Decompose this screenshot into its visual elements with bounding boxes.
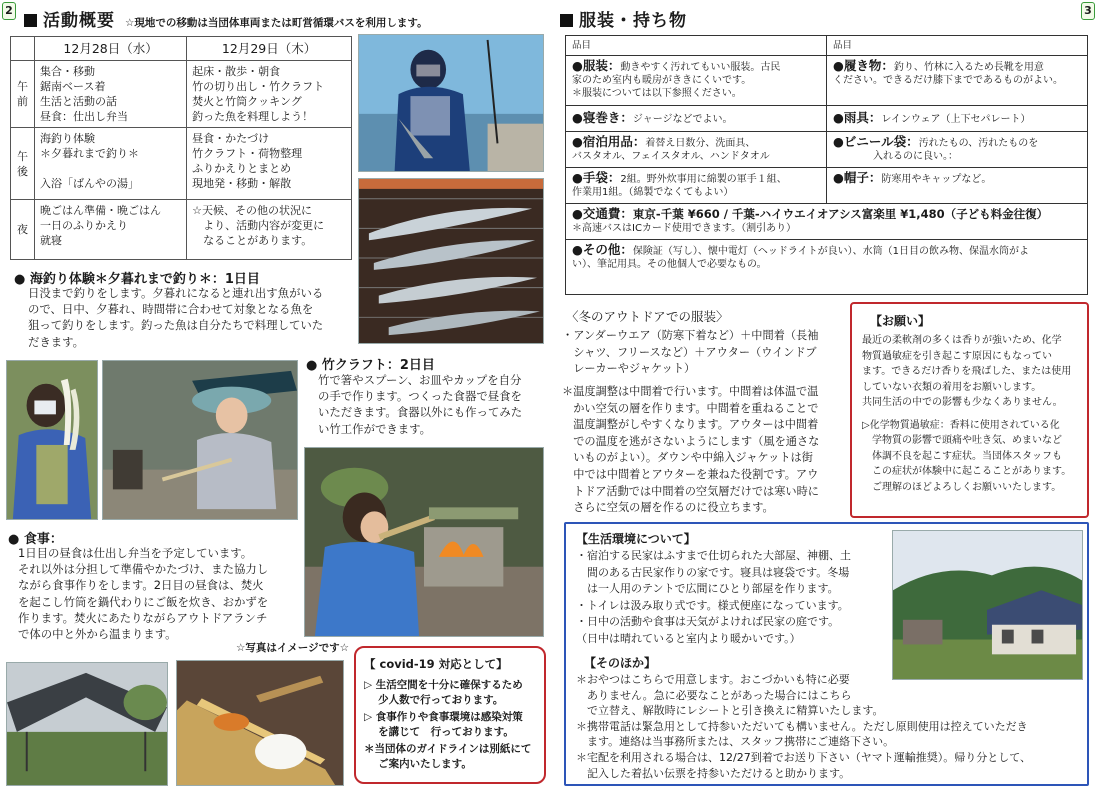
winter-explanation: ＊温度調整は中間着で行います。中間着は体温で温 かい空気の層を作ります。中間着を重ねることで 温度調整がしやすくなります。アウターは中間着 での温度を逃がさないようにします（風を通さな いものがよい）。ダウンや中綿入ジャケットは街 中では中間着とアウターを兼ねた役割です。アウ トドア活動では中間着の空気層だけでは寒い時に さらに空気の層を作るのに役立ちます。 bbox=[562, 385, 820, 515]
items-table bbox=[565, 35, 1088, 295]
covid-title: 【 covid-19 対応として】 bbox=[364, 657, 508, 671]
item-gloves: 2組。野外炊事用に綿製の軍手１組、 作業用1組。（綿製でなくてもよい） bbox=[572, 174, 787, 198]
bamboo-body: 竹で箸やスプーン、お皿やカップを自分 の手で作ります。つくった食器で昼食を いただきます。食器以外にも作ってみた い竹工作ができます。 bbox=[318, 373, 523, 436]
covid-item-1: ▷ 生活空間を十分に確保するため 少人数で行っております。 bbox=[364, 679, 523, 706]
item-transport-key: ●交通費： bbox=[572, 206, 633, 221]
item-pajamas: ジャージなどでよい。 bbox=[632, 114, 733, 125]
other-title: 【そのほか】 bbox=[584, 656, 657, 670]
schedule-night-day2: ☆天候、その他の状況に より、活動内容が変更に なることがあります。 bbox=[187, 200, 352, 260]
covid-item-3: ＊当団体のガイドラインは別紙にて ご案内いたします。 bbox=[364, 743, 532, 770]
item-rainwear: レインウェア（上下セパレート） bbox=[881, 114, 1031, 125]
items-head-1: 品目 bbox=[566, 36, 827, 56]
item-clothes-key: ●服装： bbox=[572, 58, 621, 73]
winter-title: 〈冬のアウトドアでの服装〉 bbox=[566, 309, 729, 324]
schedule-pm-day1: 海釣り体験 ＊夕暮れまで釣り＊ 入浴「ばんやの湯」 bbox=[35, 128, 187, 200]
photo-tarp-site bbox=[6, 662, 168, 786]
activity-title: 活動概要 bbox=[43, 11, 115, 31]
activity-header bbox=[24, 6, 428, 31]
photo-campfire-cooking bbox=[304, 447, 544, 637]
item-transport-note: ＊高速バスはICカード使用できます。（割引あり） bbox=[572, 223, 797, 234]
schedule-label-am: 午 前 bbox=[11, 61, 35, 128]
item-pajamas-key: ●寝巻き： bbox=[572, 110, 633, 125]
covid-item-2: ▷ 食事作りや食事環境は感染対策 を講じて 行っております。 bbox=[364, 711, 523, 738]
living-body: ・宿泊する民家はふすまで仕切られた大部屋、神棚、土 間のある古民家作りの家です。寝具は寝袋です。冬場 は一人用のテントで広間にひとり部屋を作ります。 ・トイレは汲み取り式です。様式便座になっています。 ・日中の活動や食事は天気がよければ民家の庭です。 （日中は晴れていると室内より暖かいです。） bbox=[576, 549, 851, 645]
covid-box bbox=[354, 646, 546, 784]
clothing-title: 服装・持ち物 bbox=[579, 11, 687, 31]
item-plastic-bag-key: ●ビニール袋： bbox=[833, 134, 919, 149]
request-box bbox=[850, 302, 1089, 518]
schedule-corner bbox=[11, 37, 35, 61]
item-plastic-bag: 汚れたもの、汚れたものを 入れるのに良い。： bbox=[872, 138, 1039, 162]
photo-grilled-fish bbox=[358, 178, 544, 344]
item-hat: 防寒用やキャップなど。 bbox=[881, 174, 992, 185]
winter-layers: ・アンダーウエア（防寒下着など）＋中間着（長袖 シャツ、フリースなど）＋アウター（ウインドブ レーカーやジャケット） bbox=[562, 329, 819, 376]
living-box bbox=[564, 522, 1089, 786]
page-number-right: 3 bbox=[1081, 2, 1095, 20]
schedule-head-day2: 12月29日（木） bbox=[187, 37, 352, 61]
activity-note: ☆現地での移動は当団体車両または町営循環バスを利用します。 bbox=[125, 17, 428, 29]
schedule-night-day1: 晩ごはん準備・晩ごはん 一日のふりかえり 就寝 bbox=[35, 200, 187, 260]
item-shoes: 釣り、竹林に入るため長靴を用意 ください。できるだけ膝下までであるものがよい。 bbox=[833, 62, 1063, 86]
item-other: 保険証（写し）、懐中電灯（ヘッドライトが良い）、水筒（1日目の飲み物、保温水筒がよ い）、筆記用具。その他個人で必要なもの。 bbox=[572, 246, 1029, 270]
item-other-key: ●その他： bbox=[572, 242, 633, 257]
schedule-head-day1: 12月28日（水） bbox=[35, 37, 187, 61]
item-transport: 東京-千葉 ¥660 / 千葉-ハイウエイオアシス富楽里 ¥1,480（子ども料金往復） bbox=[632, 207, 1049, 221]
item-lodging-key: ●宿泊用品： bbox=[572, 134, 646, 149]
square-bullet-icon bbox=[24, 14, 37, 27]
meal-title: ● 食事： bbox=[8, 532, 63, 547]
meal-body: 1日目の昼食は仕出し弁当を予定しています。 それ以外は分担して準備やかたづけ、また協力し ながら食事作りをします。2日目の昼食は、焚火 を起こし竹筒を鍋代わりにご飯を炊き、おかずを 作ります。焚火にあたりながらアウトドアランチ で体の中と外から温まります。 bbox=[18, 546, 269, 642]
photo-boy-fishing bbox=[358, 34, 544, 172]
item-rainwear-key: ●雨具： bbox=[833, 110, 882, 125]
items-head-2: 品目 bbox=[827, 36, 1088, 56]
bamboo-title: ● 竹クラフト：2日目 bbox=[306, 358, 435, 373]
other-body: ＊おやつはこちらで用意します。おこづかいも特に必要 ありません。急に必要なことがあった場合にはこちら で立替え、解散時にレシートと引き換えに精算いたします。 ＊携帯電話は緊急用として持参いただいても構いません。ただし原則使用は控えていただき ます。連絡は当事務所または、スタッフ携帯にご連絡下さい。 ＊宅配を利用される場合は、12/27到着でお送り下さい（ヤマト運輸推奨）。帰り分として、 記入した着払い伝票を持参いただけると助かります。 bbox=[576, 673, 1031, 780]
clothing-header bbox=[560, 6, 687, 31]
schedule-am-day2: 起床・散歩・朝食 竹の切り出し・竹クラフト 焚火と竹筒クッキング 釣った魚を料理しよう！ bbox=[187, 61, 352, 128]
living-title: 【生活環境について】 bbox=[576, 532, 696, 546]
schedule-label-night: 夜 bbox=[11, 200, 35, 260]
item-gloves-key: ●手袋： bbox=[572, 170, 621, 185]
photo-bamboo-meal bbox=[176, 660, 344, 786]
item-hat-key: ●帽子： bbox=[833, 170, 882, 185]
photo-note: ☆写真はイメージです☆ bbox=[236, 642, 350, 654]
request-note: ▷化学物質過敏症：香料に使用されている化 学物質の影響で頭痛や吐き気、めまいなど 体調不良を起こす症状。当団体スタッフも この症状が体験中に起こることがあります。 ご理解のほどよろしくお願いいたします。 bbox=[862, 419, 1072, 493]
item-clothes: 動きやすく汚れてもいい服装。古民 家のため室内も暖房がききにくいです。 ＊服装については以下参照ください。 bbox=[572, 62, 781, 99]
fishing-body: 日没まで釣りをします。夕暮れになると連れ出す魚がいる ので、日中、夕暮れ、時間帯に合わせて対象となる魚を 狙って釣りをします。釣った魚は自分たちで料理していた だきます。 bbox=[28, 286, 324, 349]
schedule-am-day1: 集合・移動 鋸南ベース着 生活と活動の話 昼食：仕出し弁当 bbox=[35, 61, 187, 128]
item-lodging: 着替え日数分、洗面具、 バスタオル、フェイスタオル、ハンドタオル bbox=[572, 138, 770, 162]
item-shoes-key: ●履き物： bbox=[833, 58, 894, 73]
request-title: 【お願い】 bbox=[870, 314, 931, 328]
schedule-table bbox=[10, 36, 352, 260]
schedule-pm-day2: 昼食・かたづけ 竹クラフト・荷物整理 ふりかえりとまとめ 現地発・移動・解散 bbox=[187, 128, 352, 200]
fishing-title: ● 海釣り体験＊夕暮れまで釣り＊：1日目 bbox=[14, 272, 260, 287]
schedule-label-pm: 午 後 bbox=[11, 128, 35, 200]
photo-farmhouse bbox=[892, 530, 1083, 680]
square-bullet-icon bbox=[560, 14, 573, 27]
photo-bamboo-cup bbox=[6, 360, 98, 520]
request-body: 最近の柔軟剤の多くは香りが強いため、化学 物質過敏症を引き起こす原因にもなってい ます。できるだけ香りを飛ばした、または使用 していない衣類の着用をお願いします。 共同生活の中での影響も少なくありません。 bbox=[862, 335, 1072, 408]
photo-bamboo-craft bbox=[102, 360, 298, 520]
page-number-left: 2 bbox=[2, 2, 16, 20]
